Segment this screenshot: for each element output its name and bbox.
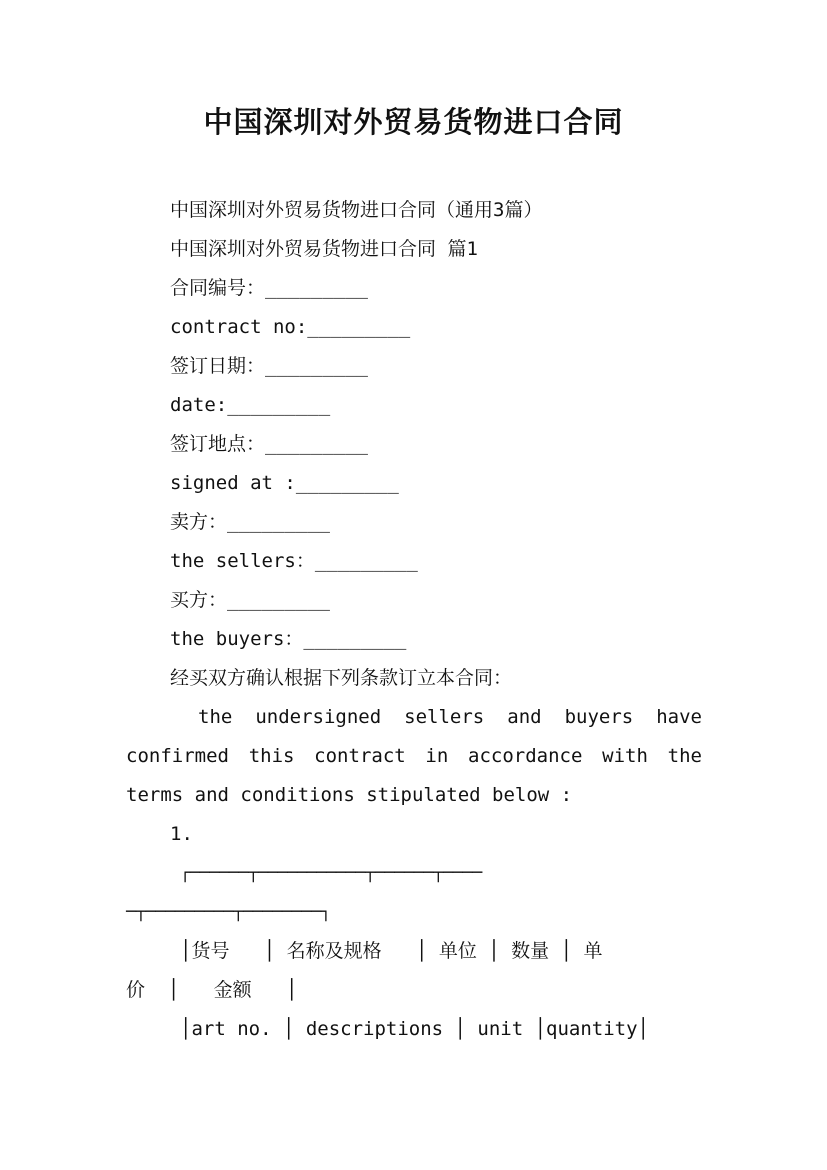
table-border-top-2: ─┬─────────┬────────┐ — [126, 902, 331, 922]
table-header-cn-2: 价 │ 金额 │ — [126, 979, 298, 1001]
field-buyers-en: the buyers：_________ — [170, 628, 407, 650]
document-subtitle: 中国深圳对外贸易货物进口合同（通用3篇） — [170, 199, 543, 221]
field-contract-no-cn: 合同编号：_________ — [170, 277, 368, 299]
table-header-en-1: │art no. │ descriptions │ unit │quantity│ — [180, 1018, 649, 1040]
clause-number: 1. — [170, 823, 193, 845]
section-heading: 中国深圳对外贸易货物进口合同 篇1 — [170, 238, 478, 260]
field-date-en: date:_________ — [170, 394, 331, 416]
field-sellers-en: the sellers：_________ — [170, 550, 418, 572]
field-sellers-cn: 卖方：_________ — [170, 511, 330, 533]
agreement-cn: 经买双方确认根据下列条款订立本合同： — [170, 667, 513, 689]
document-title: 中国深圳对外贸易货物进口合同 — [203, 105, 624, 139]
table-header-cn-1: │货号 │ 名称及规格 │ 单位 │ 数量 │ 单 — [180, 940, 603, 962]
field-signed-at-cn: 签订地点：_________ — [170, 433, 368, 455]
table-border-top-1: ┌──────┬───────────┬──────┬──── — [180, 863, 482, 883]
field-contract-no-en: contract no:_________ — [170, 316, 411, 338]
field-date-cn: 签订日期：_________ — [170, 355, 368, 377]
agreement-en-line-2: confirmed this contract in accordance with the — [126, 745, 702, 767]
field-signed-at-en: signed at :_________ — [170, 472, 399, 494]
field-buyers-cn: 买方：_________ — [170, 589, 330, 611]
agreement-en-line-1: the undersigned sellers and buyers have — [198, 706, 702, 728]
agreement-en-line-3: terms and conditions stipulated below : — [126, 784, 573, 806]
